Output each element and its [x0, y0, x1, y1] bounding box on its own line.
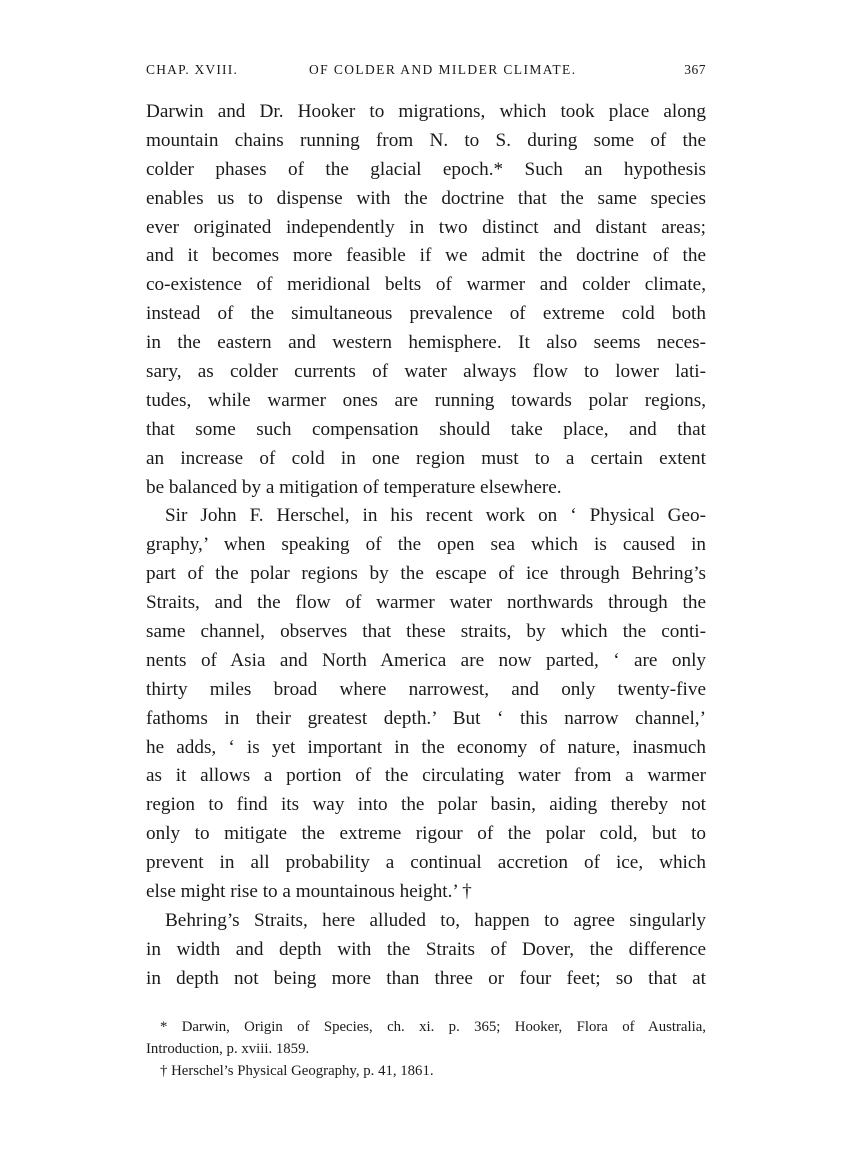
text-line: fathoms in their greatest depth.’ But ‘ this narrow channel,’ [146, 707, 706, 729]
body-text [146, 98, 706, 994]
chapter-label: CHAP. XVIII. [146, 62, 239, 77]
footnotes [146, 1016, 706, 1082]
text-line: in depth not being more than three or four feet; so that at [146, 967, 706, 989]
text-line: and it becomes more feasible if we admit the doctrine of the [146, 245, 706, 267]
text-line: region to find its way into the polar basin, aiding thereby not [146, 794, 706, 816]
text-line: sary, as colder currents of water always flow to lower lati- [146, 361, 706, 383]
text-line: instead of the simultaneous prevalence of extreme cold both [146, 303, 706, 325]
text-line: as it allows a portion of the circulating water from a warmer [146, 765, 706, 787]
text-line: co-existence of meridional belts of warmer and colder climate, [146, 274, 706, 296]
text-line: Darwin and Dr. Hooker to migrations, which took place along [146, 101, 706, 122]
text-line: that some such compensation should take place, and that [146, 418, 706, 440]
text-line: an increase of cold in one region must to a certain extent [146, 447, 706, 469]
footnote-line: Introduction, p. xviii. 1859. [146, 1041, 310, 1057]
footnote-line: * Darwin, Origin of Species, ch. xi. p. 365; Hooker, Flora of Australia, [160, 1019, 706, 1035]
text-line: in width and depth with the Straits of Dover, the difference [146, 938, 706, 960]
text-line: tudes, while warmer ones are running towards polar regions, [146, 389, 706, 411]
text-line: thirty miles broad where narrowest, and only twenty-five [146, 678, 706, 700]
running-head [146, 62, 706, 84]
running-title: OF COLDER AND MILDER CLIMATE. [309, 62, 577, 77]
text-line: graphy,’ when speaking of the open sea which is caused in [146, 534, 706, 556]
text-line: he adds, ‘ is yet important in the economy of nature, inasmuch [146, 736, 706, 758]
footnote-line: † Herschel’s Physical Geography, p. 41, 1861. [160, 1063, 434, 1079]
text-line: mountain chains running from N. to S. during some of the [146, 129, 706, 151]
text-line: Straits, and the flow of warmer water northwards through the [146, 592, 706, 614]
text-line: prevent in all probability a continual accretion of ice, which [146, 852, 706, 874]
text-line: enables us to dispense with the doctrine that the same species [146, 187, 706, 209]
text-line: be balanced by a mitigation of temperature elsewhere. [146, 476, 562, 498]
text-line: in the eastern and western hemisphere. It also seems neces- [146, 332, 706, 354]
text-line: only to mitigate the extreme rigour of the polar cold, but to [146, 823, 706, 845]
text-line: same channel, observes that these straits, by which the conti- [146, 621, 706, 643]
text-line: part of the polar regions by the escape of ice through Behring’s [146, 563, 706, 585]
text-line: nents of Asia and North America are now parted, ‘ are only [146, 649, 706, 671]
text-line: else might rise to a mountainous height.’ † [146, 881, 472, 903]
text-line: colder phases of the glacial epoch.* Such an hypothesis [146, 158, 706, 180]
page-number: 367 [684, 62, 706, 77]
text-line: Behring’s Straits, here alluded to, happen to agree singularly [165, 909, 706, 931]
text-line: ever originated independently in two distinct and distant areas; [146, 216, 706, 238]
text-line: Sir John F. Herschel, in his recent work on ‘ Physical Geo- [165, 505, 706, 527]
